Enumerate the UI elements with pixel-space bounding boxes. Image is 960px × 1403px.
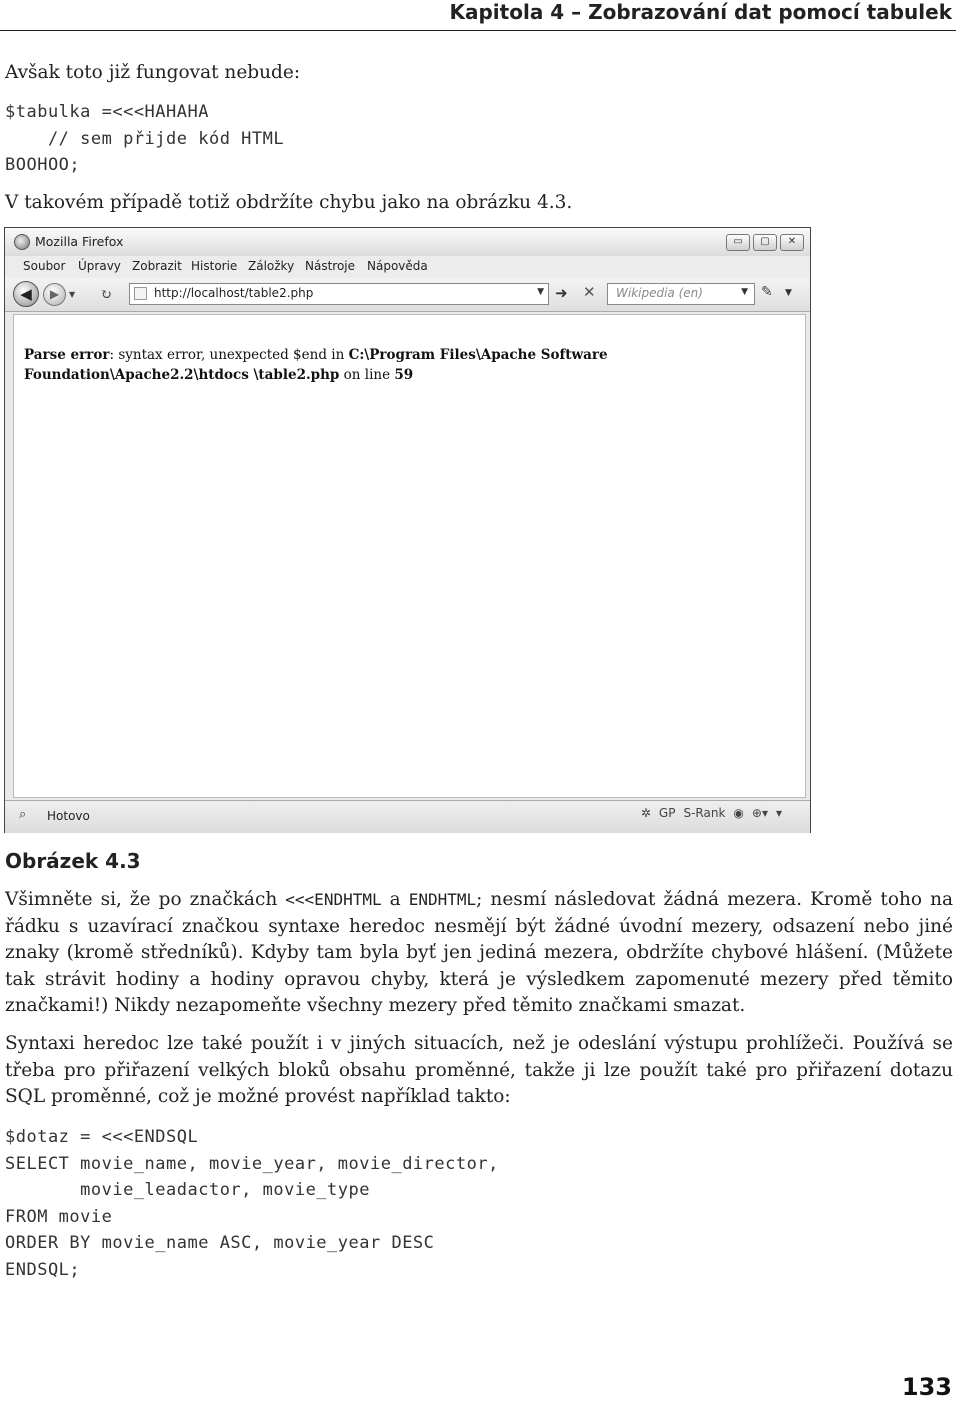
code-line: $dotaz = <<<ENDSQL [5, 1127, 199, 1147]
status-bar [5, 800, 810, 833]
sql-paragraph: Syntaxi heredoc lze také použít i v jiných situacích, než je odeslání výstupu prohlížeči. Používá se třeba pro přiřazení velkých bloků obsahu proměnné, takže ji lze použít také pro přiřazení dotazu SQL proměnné, což je možné provést například takto: [5, 1033, 953, 1107]
minimize-button[interactable]: ▭ [726, 234, 750, 251]
menu-nastroje[interactable]: Nástroje [305, 259, 356, 273]
code-block-1 [5, 99, 284, 179]
code-line: FROM movie [5, 1206, 113, 1227]
menu-zalozky[interactable]: Záložky [248, 259, 295, 273]
gear-icon[interactable]: ✲ [640, 806, 651, 820]
menu-historie[interactable]: Historie [191, 259, 238, 273]
code-line: movie_leadactor, movie_type [5, 1180, 370, 1200]
firefox-icon [14, 234, 30, 250]
error-message [24, 345, 784, 385]
tools-dropdown-icon[interactable]: ▼ [785, 288, 792, 298]
heredoc-paragraph [5, 887, 953, 1020]
search-dropdown-icon[interactable]: ▼ [741, 287, 748, 297]
back-icon[interactable]: ◀ [13, 281, 39, 307]
figure-caption: Obrázek 4.3 [5, 849, 141, 873]
code-block-2 [5, 1124, 499, 1283]
menu-upravy[interactable]: Úpravy [78, 259, 121, 273]
status-icons [633, 806, 782, 820]
navigation-toolbar [5, 278, 810, 312]
search-placeholder: Wikipedia (en) [616, 286, 703, 300]
url-dropdown-icon[interactable]: ▼ [537, 287, 544, 297]
globe-icon[interactable]: ◉ [733, 806, 744, 820]
chapter-title: Kapitola 4 – Zobrazování dat pomocí tabulek [449, 0, 952, 24]
magnifier-icon: ⌕ [19, 807, 27, 822]
text-segment: a [381, 889, 409, 910]
browser-titlebar [5, 228, 810, 256]
error-on-line: on line [339, 367, 395, 383]
tools-icon[interactable]: ✎ [761, 284, 773, 300]
srank-label[interactable]: S-Rank [683, 806, 726, 820]
status-text: Hotovo [47, 809, 90, 823]
code-line: SELECT movie_name, movie_year, movie_director, [5, 1153, 499, 1174]
forward-icon[interactable]: ▶ [43, 283, 66, 306]
url-bar[interactable] [129, 283, 549, 305]
maximize-button[interactable]: ▢ [753, 234, 777, 251]
figure-reference-paragraph: V takovém případě totiž obdržíte chybu jako na obrázku 4.3. [5, 192, 573, 213]
code-line: BOOHOO; [5, 155, 81, 175]
menu-bar [5, 256, 810, 278]
page-icon [134, 287, 147, 300]
search-input[interactable] [607, 283, 755, 305]
zoom-icon[interactable]: ⊕▾ [751, 806, 768, 820]
text-segment: Všimněte si, že po značkách [5, 889, 286, 910]
browser-screenshot [4, 227, 811, 833]
browser-title: Mozilla Firefox [35, 234, 124, 249]
reload-icon[interactable]: ↻ [100, 287, 112, 303]
menu-napoveda[interactable]: Nápověda [367, 259, 428, 273]
stop-icon[interactable]: ✕ [583, 283, 596, 301]
code-line: ORDER BY movie_name ASC, movie_year DESC [5, 1233, 435, 1253]
code-line: $tabulka =<<<HAHAHA [5, 102, 209, 122]
browser-content [13, 314, 806, 798]
code-line: // sem přijde kód HTML [5, 128, 285, 149]
menu-soubor[interactable]: Soubor [23, 259, 66, 273]
history-dropdown-icon[interactable]: ▼ [69, 290, 76, 299]
code-line: ENDSQL; [5, 1259, 81, 1280]
error-path: C:\Program Files\Apache Software Foundation\Apache2.2\htdocs \table2.php [24, 347, 608, 383]
error-label: Parse error [24, 347, 110, 363]
close-button[interactable]: ✕ [780, 234, 804, 251]
text-segment: ; nesmí následovat žádná mezera. Kromě toho na řádku s uzavírací značkou syntaxe heredoc nesmějí být žádné úvodní mezery, odsazení nebo jiné znaky (kromě středníků). Kdyby tam byla byť jen jediná mezera, obdržíte chybové hlášení. (Můžete tak strávit hodiny a hodiny opravou chyby, která je výsledkem zapomenuté mezery před těmito značkami!) Nikdy nezapomeňte všechny mezery před těmito značkami smazat. [5, 889, 954, 1016]
window-controls [726, 234, 804, 251]
inline-code: ENDHTML [408, 890, 477, 909]
inline-code: <<<ENDHTML [285, 890, 382, 909]
gp-icon[interactable]: GP [658, 806, 676, 820]
page-number: 133 [901, 1373, 952, 1401]
status-dropdown-icon[interactable]: ▾ [775, 806, 782, 820]
url-text: http://localhost/table2.php [154, 286, 314, 300]
page-header [0, 0, 956, 31]
menu-zobrazit[interactable]: Zobrazit [132, 259, 182, 273]
error-line-number: 59 [394, 367, 414, 383]
go-icon[interactable]: ➜ [555, 284, 568, 302]
error-text: : syntax error, unexpected $end in [109, 347, 349, 363]
intro-paragraph: Avšak toto již fungovat nebude: [5, 62, 301, 83]
